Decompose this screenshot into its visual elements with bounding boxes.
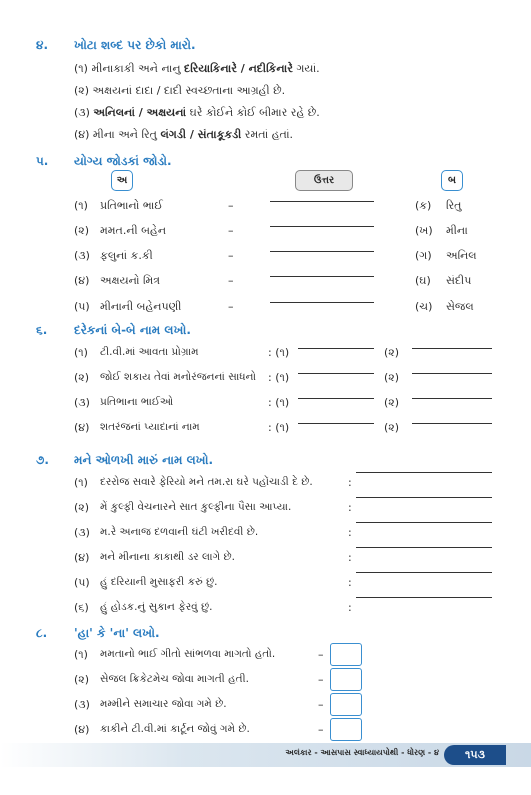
s7-colon: : bbox=[348, 526, 352, 539]
s7-colon: : bbox=[348, 601, 352, 614]
s7-row-number: (પ) bbox=[74, 576, 90, 589]
s6-row-number: (૧) bbox=[74, 346, 88, 359]
s7-answer-line[interactable] bbox=[356, 547, 492, 548]
column-a-header: અ bbox=[111, 170, 133, 191]
s4-item-2 bbox=[74, 84, 285, 98]
s4-item-4 bbox=[74, 128, 293, 142]
item-number: (૨) bbox=[74, 84, 90, 97]
s5-dash: – bbox=[228, 249, 234, 262]
s8-row-text: મમ્મીને સમાચાર જોવા ગમે છે. bbox=[100, 698, 227, 710]
s5-answer-line[interactable] bbox=[270, 276, 374, 277]
s7-row-number: (૧) bbox=[74, 476, 88, 489]
section-5-title: યોગ્ય જોડકાં જોડો. bbox=[74, 154, 172, 168]
s7-row-number: (૪) bbox=[74, 551, 90, 564]
section-4-number: ૪. bbox=[36, 38, 48, 52]
s7-colon: : bbox=[348, 576, 352, 589]
s7-answer-line[interactable] bbox=[356, 472, 492, 473]
s6-answer-1-line[interactable] bbox=[298, 373, 374, 374]
s6-answer-2-line[interactable] bbox=[412, 373, 492, 374]
s6-answer-1-line[interactable] bbox=[298, 423, 374, 424]
section-6-number: ૬. bbox=[36, 323, 48, 337]
section-7-number: ૭. bbox=[36, 453, 49, 467]
s7-row-text: મેં કુલ્ફી વેચનારને સાત કુલ્ફીના પૈસા આપ્યા. bbox=[100, 501, 292, 513]
s4-item-3 bbox=[74, 106, 320, 120]
s5-column-b-text: અનિલ bbox=[446, 249, 477, 262]
item-number: (૧) bbox=[74, 62, 88, 75]
s6-answer-2-label: (૨) bbox=[384, 421, 400, 434]
s5-column-b-text: મીના bbox=[446, 224, 468, 237]
s5-column-b-number: (ચ) bbox=[415, 300, 433, 313]
s7-row-number: (૨) bbox=[74, 501, 90, 514]
s8-answer-box[interactable] bbox=[330, 693, 362, 716]
s5-row-number: (૧) bbox=[74, 199, 88, 212]
s5-row-number: (પ) bbox=[74, 300, 90, 313]
page-number: ૧૫૩ bbox=[444, 745, 506, 765]
item-text: ગયાં. bbox=[292, 62, 320, 75]
s6-answer-1-label: : (૧) bbox=[268, 421, 290, 434]
s7-row-text: હું દરિયાની મુસાફરી કરું છું. bbox=[100, 576, 218, 588]
s6-row-text: ટી.વી.માં આવતા પ્રોગ્રામ bbox=[100, 346, 199, 358]
section-4-title: ખોટા શબ્દ પર છેકો મારો. bbox=[74, 38, 196, 52]
s6-answer-1-line[interactable] bbox=[298, 348, 374, 349]
s7-answer-line[interactable] bbox=[356, 597, 492, 598]
s8-dash: – bbox=[318, 648, 324, 661]
s6-answer-2-line[interactable] bbox=[412, 348, 492, 349]
s5-row-number: (૩) bbox=[74, 249, 90, 262]
s7-row-number: (૩) bbox=[74, 526, 90, 539]
s8-row-number: (૩) bbox=[74, 698, 90, 711]
s5-answer-line[interactable] bbox=[270, 302, 374, 303]
section-8-title: 'હા' કે 'ના' લખો. bbox=[74, 626, 160, 640]
s5-column-b-number: (ક) bbox=[415, 199, 432, 212]
column-b-header: બ bbox=[441, 170, 463, 191]
s8-dash: – bbox=[318, 673, 324, 686]
s4-item-1 bbox=[74, 62, 320, 76]
s5-dash: – bbox=[228, 274, 234, 287]
s5-dash: – bbox=[228, 199, 234, 212]
s8-dash: – bbox=[318, 723, 324, 736]
item-number: (૪) bbox=[74, 128, 90, 141]
s8-row-number: (૧) bbox=[74, 648, 88, 661]
s7-colon: : bbox=[348, 551, 352, 564]
footer-book-title: અલંકાર - આસપાસ સ્વાધ્યાયપોથી - ધોરણ - ૪ bbox=[285, 748, 439, 757]
s7-row-text: દરરોજ સવારે ફેરિયો મને તમ.રા ઘરે પહોંચાડી દે છે. bbox=[100, 476, 313, 488]
s8-row-number: (૨) bbox=[74, 673, 90, 686]
s5-column-a-text: અક્ષયનો મિત્ર bbox=[100, 274, 161, 287]
s6-answer-2-label: (૨) bbox=[384, 371, 400, 384]
s6-row-text: પ્રતિભાના ભાઈઓ bbox=[100, 396, 174, 408]
s5-column-a-text: મમત.ની બહેન bbox=[100, 224, 167, 237]
item-text: ઘરે કોઈને કોઈ બીમાર રહે છે. bbox=[186, 106, 320, 119]
s7-answer-line[interactable] bbox=[356, 572, 492, 573]
section-8-number: ૮. bbox=[36, 626, 48, 640]
s5-column-b-number: (ગ) bbox=[415, 249, 432, 262]
item-bold: લંગડી / સંતાકૂકડી bbox=[160, 128, 242, 141]
s6-answer-2-line[interactable] bbox=[412, 398, 492, 399]
s6-row-number: (૨) bbox=[74, 371, 90, 384]
s7-colon: : bbox=[348, 501, 352, 514]
s6-row-text: શતરંજનાં પ્યાદાનાં નામ bbox=[100, 421, 200, 433]
s6-answer-1-label: : (૧) bbox=[268, 371, 290, 384]
s6-answer-2-label: (૨) bbox=[384, 396, 400, 409]
item-number: (૩) bbox=[74, 106, 90, 119]
s7-row-number: (૬) bbox=[74, 601, 89, 614]
s5-dash: – bbox=[228, 300, 234, 313]
s6-row-text: જોઈ શકાય તેવાં મનોરંજનનાં સાધનો bbox=[100, 371, 257, 383]
s5-answer-line[interactable] bbox=[270, 201, 374, 202]
s6-answer-1-label: : (૧) bbox=[268, 346, 290, 359]
s7-colon: : bbox=[348, 476, 352, 489]
s7-answer-line[interactable] bbox=[356, 497, 492, 498]
s8-answer-box[interactable] bbox=[330, 668, 362, 691]
item-text: રમતાં હતાં. bbox=[241, 128, 294, 141]
item-text: મીનાકાકી અને નાનુ bbox=[91, 62, 185, 75]
item-text: અક્ષયનાં દાદા / દાદી સ્વચ્છતાના આગ્રહી છે. bbox=[92, 84, 286, 97]
s8-answer-box[interactable] bbox=[330, 718, 362, 741]
s5-answer-line[interactable] bbox=[270, 251, 374, 252]
section-6-title: દરેકનાં બે-બે નામ લખો. bbox=[74, 323, 191, 337]
s5-answer-line[interactable] bbox=[270, 226, 374, 227]
item-bold: દરિયાકિનારે / નદીકિનારે bbox=[184, 62, 293, 75]
s5-dash: – bbox=[228, 224, 234, 237]
s7-row-text: મ.રે અનાજ દળવાની ઘંટી ખરીદવી છે. bbox=[100, 526, 259, 538]
s5-row-number: (૪) bbox=[74, 274, 90, 287]
answer-column-header: ઉત્તર bbox=[295, 170, 353, 191]
s5-column-a-text: ફલુનાં ક.કી bbox=[100, 249, 153, 262]
s5-column-b-number: (ખ) bbox=[415, 224, 433, 237]
s6-answer-2-line[interactable] bbox=[412, 423, 492, 424]
section-7-title: મને ઓળખી મારું નામ લખો. bbox=[74, 453, 214, 467]
s5-column-b-text: સંદીપ bbox=[446, 274, 472, 287]
s8-row-text: મમતાનો ભાઈ ગીતો સાંભળવા માગતો હતો. bbox=[100, 648, 276, 660]
s5-row-number: (૨) bbox=[74, 224, 90, 237]
section-5-number: પ. bbox=[36, 154, 49, 168]
s6-row-number: (૪) bbox=[74, 421, 90, 434]
s6-answer-2-label: (૨) bbox=[384, 346, 400, 359]
s7-row-text: હું હોડક.નું સુકાન ફેરવું છું. bbox=[100, 601, 213, 613]
s6-answer-1-label: : (૧) bbox=[268, 396, 290, 409]
item-text: મીના અને રિતુ bbox=[92, 128, 161, 141]
s8-dash: – bbox=[318, 698, 324, 711]
s7-row-text: મને મીનાના કાકાથી ડર લાગે છે. bbox=[100, 551, 235, 563]
s8-row-text: કાકીને ટી.વી.માં કાર્ટૂન જોવું ગમે છે. bbox=[100, 723, 250, 735]
s7-answer-line[interactable] bbox=[356, 522, 492, 523]
s8-row-text: સેજલ ક્રિકેટમેચ જોવા માગતી હતી. bbox=[100, 673, 249, 685]
s8-answer-box[interactable] bbox=[330, 643, 362, 666]
s5-column-b-text: સેજલ bbox=[446, 300, 474, 313]
s5-column-b-text: રિતુ bbox=[446, 199, 462, 212]
s5-column-a-text: પ્રતિભાનો ભાઈ bbox=[100, 199, 163, 212]
s5-column-a-text: મીનાની બહેનપણી bbox=[100, 300, 182, 313]
item-bold: અનિલનાં / અક્ષયનાં bbox=[93, 106, 187, 119]
s6-answer-1-line[interactable] bbox=[298, 398, 374, 399]
s5-column-b-number: (ઘ) bbox=[415, 274, 431, 287]
s8-row-number: (૪) bbox=[74, 723, 90, 736]
s6-row-number: (૩) bbox=[74, 396, 90, 409]
